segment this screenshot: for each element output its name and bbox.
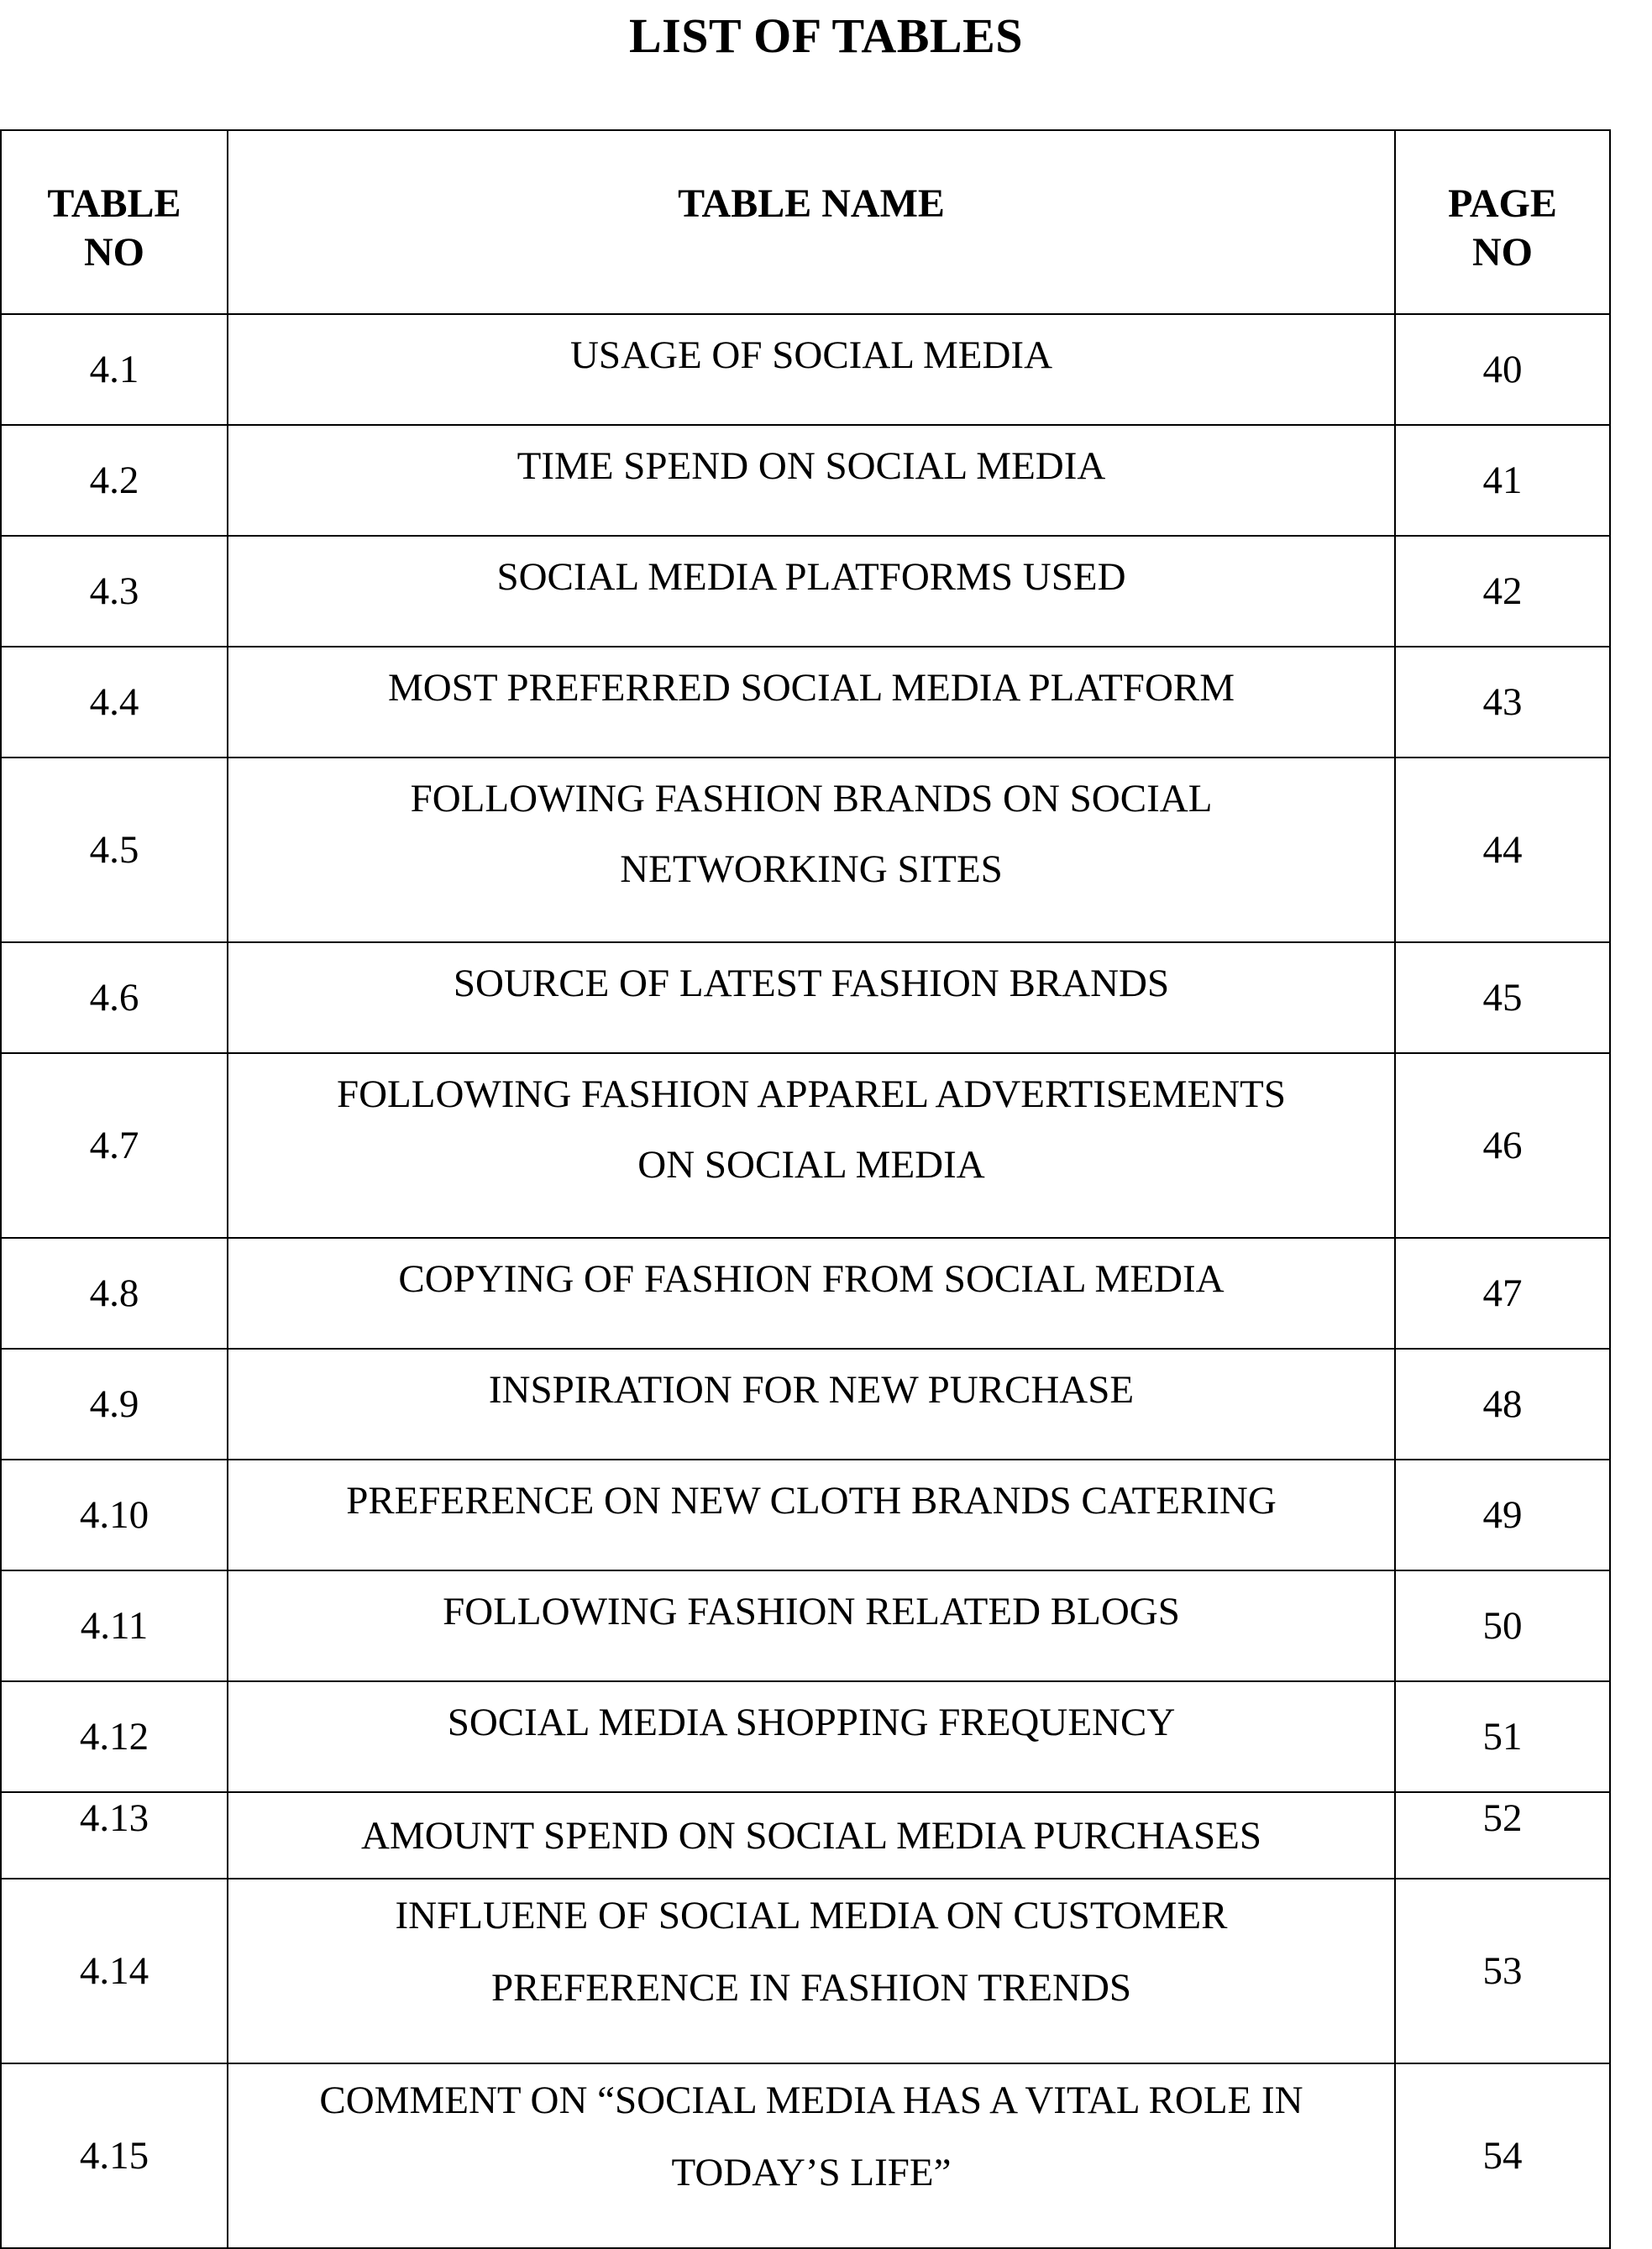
table-row xyxy=(1,1792,1610,1879)
table-row xyxy=(1,2063,1610,2248)
row-table-name xyxy=(228,942,1395,1053)
row-table-name-text: FOLLOWING FASHION RELATED BLOGS xyxy=(443,1590,1180,1633)
row-table-name-text: SOCIAL MEDIA SHOPPING FREQUENCY xyxy=(447,1701,1176,1744)
row-table-no: 4.7 xyxy=(1,1053,228,1238)
row-page-no: 50 xyxy=(1395,1570,1610,1681)
row-table-name-text: SOURCE OF LATEST FASHION BRANDS xyxy=(453,962,1170,1005)
table-row xyxy=(1,1053,1610,1238)
row-table-name xyxy=(228,314,1395,425)
row-page-no: 47 xyxy=(1395,1238,1610,1349)
row-page-no: 45 xyxy=(1395,942,1610,1053)
row-table-no: 4.11 xyxy=(1,1570,228,1681)
page-title: LIST OF TABLES xyxy=(628,8,1024,63)
row-table-no: 4.6 xyxy=(1,942,228,1053)
table-header-row xyxy=(1,130,1610,314)
row-table-name-line2: PREFERENCE IN FASHION TRENDS xyxy=(490,1966,1132,2010)
table-row xyxy=(1,1879,1610,2063)
row-page-no: 40 xyxy=(1395,314,1610,425)
row-table-name-line1: FOLLOWING FASHION APPAREL ADVERTISEMENTS xyxy=(336,1072,1287,1116)
row-page-no: 49 xyxy=(1395,1460,1610,1570)
row-table-name xyxy=(228,425,1395,536)
row-page-no: 48 xyxy=(1395,1349,1610,1460)
row-table-name xyxy=(228,1879,1395,2063)
row-table-name-text: TIME SPEND ON SOCIAL MEDIA xyxy=(517,444,1106,488)
header-page-no-line2: NO xyxy=(1472,230,1533,275)
table-row xyxy=(1,1570,1610,1681)
row-table-name-line2: NETWORKING SITES xyxy=(620,847,1003,891)
header-table-name xyxy=(228,130,1395,314)
row-table-no: 4.14 xyxy=(1,1879,228,2063)
row-table-name xyxy=(228,1681,1395,1792)
row-table-no: 4.4 xyxy=(1,647,228,758)
row-table-name xyxy=(228,1238,1395,1349)
table-row xyxy=(1,314,1610,425)
row-table-name-line1: COMMENT ON “SOCIAL MEDIA HAS A VITAL ROLE IN xyxy=(319,2079,1303,2122)
row-table-name xyxy=(228,1349,1395,1460)
header-table-name-label: TABLE NAME xyxy=(678,181,945,226)
row-table-name-text: USAGE OF SOCIAL MEDIA xyxy=(569,333,1053,377)
row-table-no: 4.8 xyxy=(1,1238,228,1349)
row-page-no: 44 xyxy=(1395,758,1610,942)
row-table-name xyxy=(228,1460,1395,1570)
row-table-name: AMOUNT SPEND ON SOCIAL MEDIA PURCHASES xyxy=(228,1792,1395,1879)
header-table-no-line1: TABLE xyxy=(47,181,181,226)
row-table-name-text: PREFERENCE ON NEW CLOTH BRANDS CATERING xyxy=(346,1479,1277,1523)
header-page-no-line1: PAGE xyxy=(1448,181,1557,226)
row-table-no: 4.9 xyxy=(1,1349,228,1460)
row-table-no: 4.13 xyxy=(1,1792,228,1879)
table-row xyxy=(1,1238,1610,1349)
row-page-no: 51 xyxy=(1395,1681,1610,1792)
row-table-name-line1: FOLLOWING FASHION BRANDS ON SOCIAL xyxy=(410,777,1213,820)
table-row xyxy=(1,425,1610,536)
row-table-name xyxy=(228,2063,1395,2248)
row-table-name-text: INSPIRATION FOR NEW PURCHASE xyxy=(488,1368,1135,1412)
row-page-no: 42 xyxy=(1395,536,1610,647)
row-page-no: 46 xyxy=(1395,1053,1610,1238)
row-table-no: 4.5 xyxy=(1,758,228,942)
table-row xyxy=(1,536,1610,647)
row-page-no: 53 xyxy=(1395,1879,1610,2063)
table-row xyxy=(1,1349,1610,1460)
table-row xyxy=(1,1460,1610,1570)
list-of-tables xyxy=(0,129,1611,2249)
row-table-name-text: MOST PREFERRED SOCIAL MEDIA PLATFORM xyxy=(387,666,1235,710)
row-table-no: 4.10 xyxy=(1,1460,228,1570)
row-table-no: 4.1 xyxy=(1,314,228,425)
row-table-name xyxy=(228,758,1395,942)
row-page-no: 41 xyxy=(1395,425,1610,536)
row-page-no: 43 xyxy=(1395,647,1610,758)
row-table-no: 4.12 xyxy=(1,1681,228,1792)
header-table-no xyxy=(1,130,228,314)
row-page-no: 52 xyxy=(1395,1792,1610,1879)
row-table-name-line2: ON SOCIAL MEDIA xyxy=(637,1143,985,1187)
row-table-name xyxy=(228,1053,1395,1238)
row-table-name xyxy=(228,536,1395,647)
row-table-name-text: COPYING OF FASHION FROM SOCIAL MEDIA xyxy=(398,1257,1225,1301)
row-page-no: 54 xyxy=(1395,2063,1610,2248)
header-page-no xyxy=(1395,130,1610,314)
row-table-name xyxy=(228,1570,1395,1681)
row-table-name-line1: INFLUENE OF SOCIAL MEDIA ON CUSTOMER xyxy=(395,1894,1228,1937)
table-row xyxy=(1,1681,1610,1792)
table-row xyxy=(1,942,1610,1053)
row-table-name-line2: TODAY’S LIFE” xyxy=(671,2151,952,2194)
table-row xyxy=(1,758,1610,942)
row-table-name xyxy=(228,647,1395,758)
row-table-no: 4.3 xyxy=(1,536,228,647)
row-table-no: 4.15 xyxy=(1,2063,228,2248)
table-row xyxy=(1,647,1610,758)
header-table-no-line2: NO xyxy=(84,230,144,275)
row-table-no: 4.2 xyxy=(1,425,228,536)
row-table-name-text: SOCIAL MEDIA PLATFORMS USED xyxy=(496,555,1126,599)
